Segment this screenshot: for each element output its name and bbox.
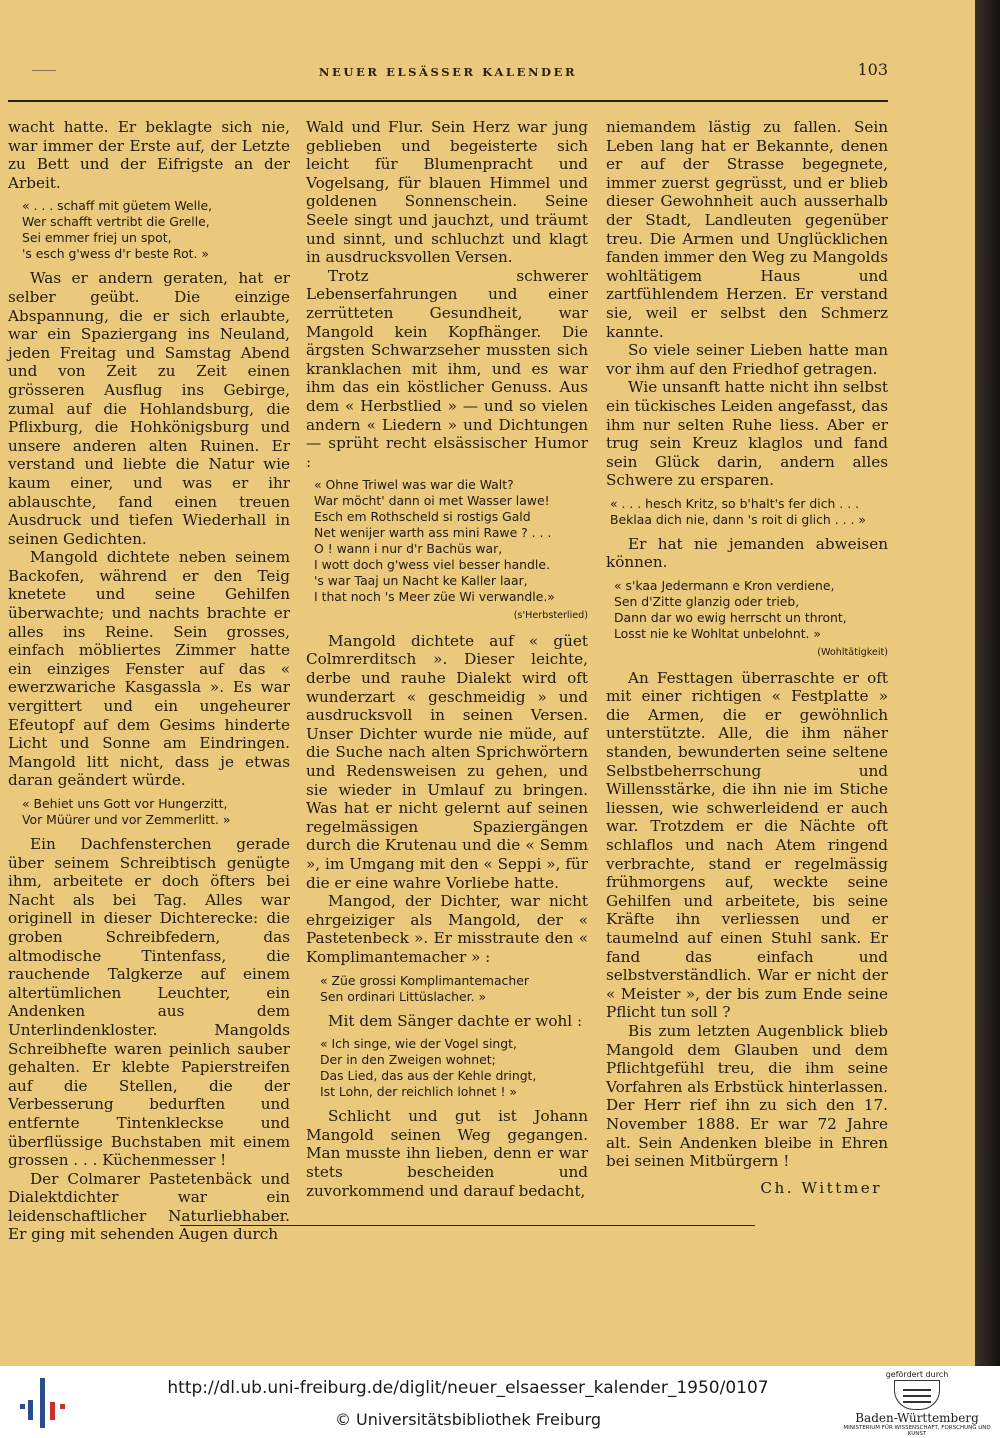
verse-line: Sei emmer friej un spot, [22, 230, 172, 246]
state-name: Baden-Württemberg [855, 1411, 979, 1425]
paragraph: Er hat nie jemanden abweisen können. [606, 534, 888, 572]
verse-quote [22, 796, 290, 828]
verse-line: 's war Taaj un Nacht ke Kaller laar, [314, 573, 528, 589]
funded-by-label: gefördert durch [885, 1370, 949, 1379]
verse-line: I that noch 's Meer züe Wi verwandle.» [314, 589, 555, 605]
verse-line: Sen ordinari Littüslacher. » [320, 988, 487, 1004]
page-number: 103 [857, 60, 888, 79]
verse-line: Sen d'Zitte glanzig oder trieb, [614, 594, 800, 610]
copyright-text: © Universitätsbibliothek Freiburg [334, 1410, 602, 1429]
viewer-footer [0, 1366, 1000, 1438]
verse-quote [610, 496, 888, 528]
funding-badge [842, 1368, 992, 1436]
paragraph: So viele seiner Lieben hatte man vor ihm auf den Friedhof getragen. [606, 341, 888, 378]
paragraph: Ein Dachfensterchen gerade über seinem Schreibtisch genügte ihm, arbeitete er doch öfters bei Nacht als bei Tag. Alles war originell in dieser Dichterecke: die groben Schreibfedern, das altmodische Tintenfass, die rauchende Talgkerze auf einem altertümlichen Leuchter, ein Andenken aus dem Unterlindenkloster. Mangolds Schreibhefte waren peinlich sauber gehalten. Er klebte Papierstreifen auf die Stellen, die der Verbesserung bedurften und entfernte Tintenkleckse und überflüssige Buchstaben mit einem grossen . . . Küchenmesser ! [8, 835, 290, 1170]
verse-line: « Behiet uns Gott vor Hungerzitt, [22, 796, 228, 811]
verse-line: O ! wann i nur d'r Bachüs war, [314, 541, 503, 557]
paragraph: Bis zum letzten Augenblick blieb Mangold dem Glauben und dem Pflichtgefühl treu, die ihm seine Vorfahren als Erbstück hinterlassen. Der Herr rief ihn zu sich den 17. November 1888. Er war 72 Jahre alt. Sein Andenken bleibe in Ehren bei seinen Mitbürgern ! [606, 1021, 888, 1171]
verse-line: Dann dar wo ewig herrscht un thront, [614, 610, 847, 626]
paragraph: Mit dem Sänger dachte er wohl : [328, 1011, 583, 1030]
paragraph: Schlicht und gut ist Johann Mangold seinen Weg gegangen. Man musste ihn lieben, denn er war stets bescheiden und zuvorkommend und darauf bedacht, [306, 1107, 588, 1200]
paragraph: Mangold dichtete neben seinem Backofen, während er den Teig knetete und seine Gehilfen überwachte; und nachts brachte er alles ins Reine. Sein grosses, einfach möbliertes Zimmer hatte ein einziges Fenster auf das « ewerzwariche Kasgassla ». Es war vergittert und ein ungeheurer Efeutopf auf dem Gesims hinderte Licht und Sonne am Eindringen. Mangold litt nicht, dass je etwas daran geändert würde. [8, 548, 290, 790]
coat-of-arms-icon [894, 1380, 940, 1410]
header-rule [8, 100, 888, 102]
paragraph: An Festtagen überraschte er oft mit einer richtigen « Festplatte » die Armen, die er gewöhnlich unterstützte. Alle, die ihm näher standen, bewunderten seine seltene Selbstbeherrschung und Willensstärke, die ihn nie im Stiche liessen, wie schwerleidend er auch war. Trotzdem er die Nächte oft schlaflos und nach Atem ringend verbrachte, stand er regelmässig frühmorgens auf, weckte seine Gehilfen und arbeitete, bis seine Kräfte ihn verliessen und er taumelnd auf einen Stuhl sank. Er fand das einfach und selbstverständlich. War er nicht der « Meister », der bis zum Ende seine Pflicht tun soll ? [606, 668, 888, 1022]
text-column-1 [8, 118, 290, 1244]
paragraph: Wie unsanft hatte nicht ihn selbst ein tückisches Leiden angefasst, das ihm nur selten Ruhe liess. Aber er trug sein Kreuz klaglos und fand sein Glück darin, andern alles Schwere zu ersparen. [606, 378, 888, 490]
paragraph: Trotz schwerer Lebenserfahrungen und einer zerrütteten Gesundheit, war Mangold kein Kopfhänger. Die ärgsten Schwarzseher mussten sich kranklachen mit ihm, und es war ihm das ein köstlicher Genuss. Aus dem « Herbstlied » — und so vielen andern « Liedern » und Dichtungen — sprüht recht elsässischer Humor : [306, 266, 588, 471]
verse-line: Der in den Zweigen wohnet; [320, 1052, 496, 1068]
verse-quote [314, 477, 588, 605]
verse-line: « s'kaa Jedermann e Kron verdiene, [614, 578, 835, 594]
verse-line: Wer schafft vertribt die Grelle, [22, 214, 210, 230]
running-header [8, 58, 888, 88]
paragraph: Wald und Flur. Sein Herz war jung geblieben und begeisterte sich leicht für Blumenpracht und Vogelsang, für blauen Himmel und goldenen Sonnenschein. Seine Seele singt und jauchzt, und träumt und sinnt, und schluchzt und klagt in ausdrucksvollen Versen. [306, 118, 588, 267]
ub-freiburg-logo-icon [20, 1378, 66, 1428]
text-column-2 [306, 118, 588, 1200]
paragraph: wacht hatte. Er beklagte sich nie, war immer der Erste auf, der Letzte zu Bett und der Eifrigste an der Arbeit. [8, 118, 290, 192]
verse-line: War möcht' dann oi met Wasser lawe! [314, 493, 550, 509]
book-edge [975, 0, 1000, 1366]
verse-line: « . . . hesch Kritz, so b'halt's fer dich . . . [610, 495, 860, 511]
verse-quote [320, 1036, 588, 1100]
verse-source: (Wohltätigkeit) [817, 647, 888, 659]
verse-line: « Ich singe, wie der Vogel singt, [320, 1036, 517, 1052]
end-rule [180, 1225, 755, 1226]
verse-line: « Ohne Triwel was war die Walt? [314, 477, 514, 493]
paragraph: Mangold dichtete auf « güet Colmrerditsch ». Dieser leichte, derbe und rauhe Dialekt wird oft wunderzart « geschmeidig » und ausdrucksvoll in seinen Versen. Unser Dichter wurde nie müde, auf die Suche nach alten Sprichwörtern und Redensweisen zu gehen, und sie wieder in Umlauf zu bringen. Was hat er nicht gelernt auf seinen regelmässigen Spaziergängen durch die Krutenau und die « Semm », im Umgang mit den « Seppi », für die er eine wahre Vorliebe hatte. [306, 631, 588, 892]
verse-source: (s'Herbsterlied) [513, 610, 588, 622]
paragraph: Was er andern geraten, hat er selber geübt. Die einzige Abspannung, die er sich erlaubte, war ein Spaziergang ins Neuland, jeden Freitag und Samstag Abend und von Zeit zu Zeit einen grösseren Ausflug ins Gebirge, zumal auf die Hohlandsburg, die Pflixburg, die Hohkönigsburg und unsere anderen alten Ruinen. Er verstand und liebte die Natur wie kaum einer, und was er ihr ablauschte, fand einen treuen Ausdruck und tiefen Wiederhall in seinen Gedichten. [8, 269, 290, 548]
paragraph: Der Colmarer Pastetenbäck und Dialektdichter war ein leidenschaftlicher Naturliebhaber. Er ging mit sehenden Augen durch [8, 1169, 290, 1244]
verse-line: « . . . schaff mit güetem Welle, [22, 198, 213, 214]
verse-quote [614, 578, 888, 642]
author-signature: Ch. Wittmer [760, 1178, 882, 1197]
verse-line: Das Lied, das aus der Kehle dringt, [320, 1068, 537, 1084]
verse-line: Vor Müürer und vor Zemmerlitt. » [22, 812, 231, 827]
verse-quote [22, 198, 290, 262]
header-title: NEUER ELSÄSSER KALENDER [318, 65, 578, 79]
verse-line: Beklaa dich nie, dann 's roit di glich . . . » [610, 511, 866, 527]
text-column-3 [606, 118, 888, 1197]
verse-line: Losst nie ke Wohltat unbelohnt. » [614, 626, 822, 642]
verse-line: « Züe grossi Komplimantemacher [320, 972, 529, 988]
verse-line: I wott doch g'wess viel besser handle. [314, 557, 550, 573]
document-url-link[interactable]: http://dl.ub.uni-freiburg.de/diglit/neuer_elsaesser_kalender_1950/0107 [167, 1378, 769, 1398]
verse-line: 's esch g'wess d'r beste Rot. » [22, 246, 209, 262]
verse-line: Esch em Rothscheld si rostigs Gald [314, 509, 531, 525]
paragraph: niemandem lästig zu fallen. Sein Leben lang hat er Bekannte, denen er auf der Strasse begegnete, immer zuerst gegrüsst, und er blieb dieser Gewohnheit auch ausserhalb der Stadt, Landleuten gegenüber treu. Die Armen und Unglücklichen fanden immer den Weg zu Mangolds wohltätigem Haus und zartfühlendem Herzen. Er verstand sie, weil er selbst den Schmerz kannte. [606, 118, 888, 341]
paragraph: Mangod, der Dichter, war nicht ehrgeiziger als Mangold, der « Pastetenbeck ». Er misstraute den « Komplimantemacher » : [306, 892, 588, 966]
verse-line: Net wenijer warth ass mini Rawe ? . . . [314, 525, 552, 541]
ministry-name: MINISTERIUM FÜR WISSENSCHAFT, FORSCHUNG UND KUNST [843, 1425, 991, 1437]
verse-line: Ist Lohn, der reichlich lohnet ! » [320, 1084, 517, 1100]
verse-quote [320, 973, 588, 1005]
